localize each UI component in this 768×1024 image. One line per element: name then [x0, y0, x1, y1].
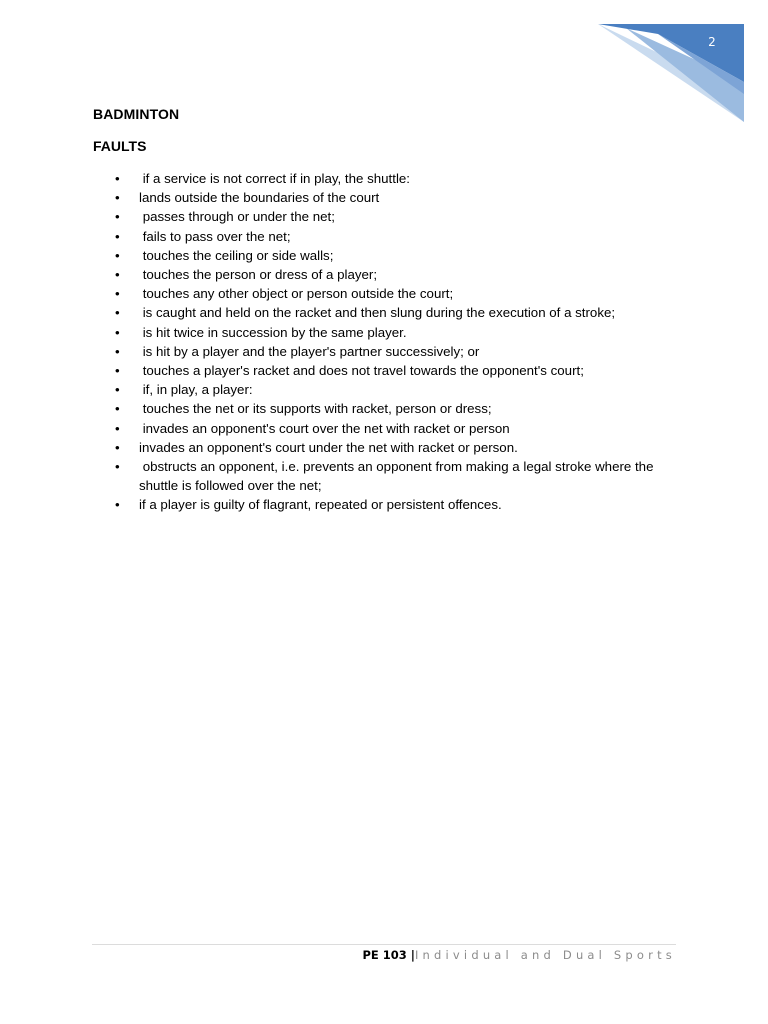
bullet-glyph: • [115, 459, 120, 475]
bullet-glyph: • [115, 401, 120, 417]
footer-divider [92, 944, 676, 945]
bullet-glyph: • [115, 324, 120, 340]
bullet-glyph: • [115, 305, 120, 321]
fault-text: invades an opponent's court over the net with racket or person [139, 420, 510, 436]
fault-text: touches the net or its supports with racket, person or dress; [139, 401, 492, 417]
fault-text: fails to pass over the net; [139, 228, 291, 244]
fault-text: touches the ceiling or side walls; [139, 247, 334, 263]
bullet-glyph: • [115, 286, 120, 302]
fault-text: if a service is not correct if in play, the shuttle: [139, 171, 410, 186]
fault-list-item [115, 303, 695, 322]
bullet-glyph: • [115, 228, 120, 244]
bullet-glyph: • [115, 190, 120, 206]
fault-text: touches a player's racket and does not travel towards the opponent's court; [139, 363, 584, 379]
fault-list-item [115, 342, 695, 361]
faults-list [115, 169, 695, 515]
fault-list-item [115, 457, 695, 495]
fault-list-item [115, 323, 695, 342]
fault-list-item [115, 438, 695, 457]
bullet-glyph: • [115, 171, 120, 186]
bullet-glyph: • [115, 343, 120, 359]
fault-list-item [115, 399, 695, 418]
footer-course-code: PE 103 | [362, 948, 415, 962]
page-footer [362, 948, 676, 962]
fault-list-item [115, 361, 695, 380]
fault-list-item [115, 284, 695, 303]
fault-text: obstructs an opponent, i.e. prevents an opponent from making a legal stroke where the shuttle is followed over the net; [139, 459, 658, 494]
fault-list-item [115, 380, 695, 399]
footer-course-name: Individual and Dual Sports [414, 948, 676, 962]
fault-text: is hit by a player and the player's partner successively; or [139, 343, 480, 359]
bullet-glyph: • [115, 420, 120, 436]
bullet-glyph: • [115, 497, 120, 513]
page-number: 2 [708, 35, 716, 49]
fault-text: touches the person or dress of a player; [139, 267, 378, 283]
fault-list-item [115, 169, 695, 188]
bullet-glyph: • [115, 439, 120, 455]
fault-text: is caught and held on the racket and then slung during the execution of a stroke; [139, 305, 616, 321]
fault-list-item [115, 246, 695, 265]
fault-list-item [115, 419, 695, 438]
bullet-glyph: • [115, 209, 120, 225]
fault-text: passes through or under the net; [139, 209, 335, 225]
fault-text: is hit twice in succession by the same player. [139, 324, 407, 340]
fault-list-item [115, 188, 695, 207]
fault-list-item [115, 265, 695, 284]
section-heading: FAULTS [93, 138, 147, 154]
bullet-glyph: • [115, 267, 120, 283]
fault-list-item [115, 207, 695, 226]
fault-text: if, in play, a player: [139, 382, 253, 398]
fault-text: lands outside the boundaries of the court [139, 190, 380, 206]
fault-list-item [115, 495, 695, 514]
bullet-glyph: • [115, 363, 120, 379]
fault-text: if a player is guilty of flagrant, repeated or persistent offences. [139, 497, 502, 513]
bullet-glyph: • [115, 382, 120, 398]
fault-list-item [115, 227, 695, 246]
fault-text: touches any other object or person outside the court; [139, 286, 454, 302]
bullet-glyph: • [115, 247, 120, 263]
page-title: BADMINTON [93, 106, 180, 122]
fault-text: invades an opponent's court under the net with racket or person. [139, 439, 518, 455]
